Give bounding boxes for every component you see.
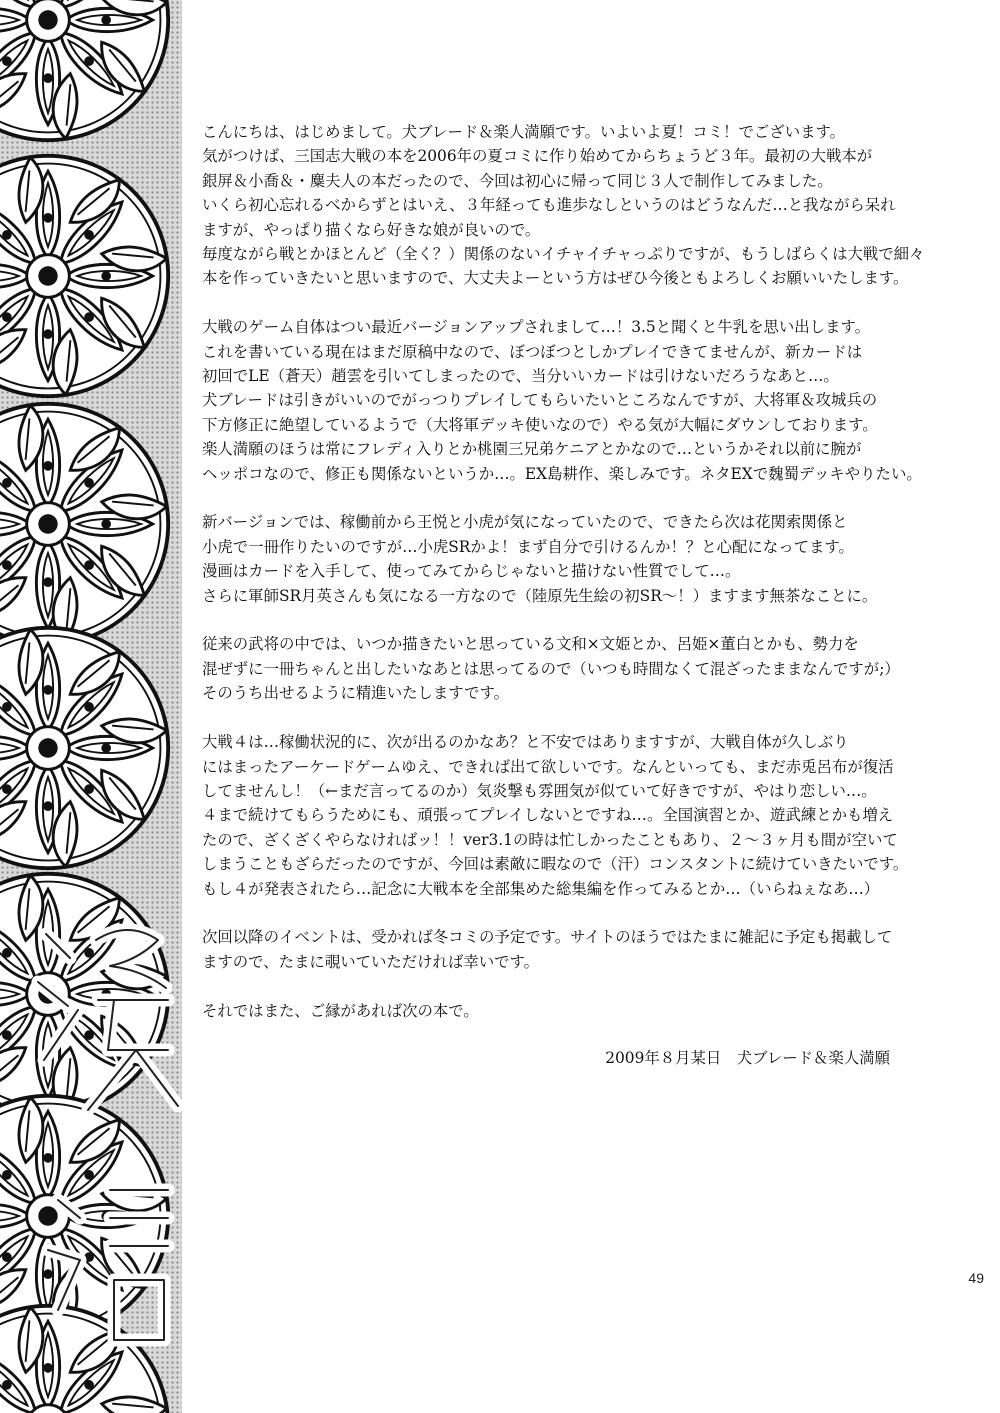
ornament-medallion <box>0 150 174 402</box>
text-line: 初回でLE（蒼天）趙雲を引いてしまったので、当分いいカードは引けないだろうなあと…。 <box>202 367 839 386</box>
ornament-medallion <box>0 398 174 650</box>
text-line: ますので、たまに覗いていただければ幸いです。 <box>202 952 540 971</box>
paragraph <box>202 999 902 1023</box>
text-line: 気がつけば、三国志大戦の本を2006年の夏コミに作り始めてからちょうど３年。最初の大戦本が <box>202 147 873 166</box>
text-line: 銀屏＆小喬＆・麋夫人の本だったので、今回は初心に帰って同じ３人で制作してみました。 <box>202 171 833 190</box>
paragraph <box>202 315 922 486</box>
ornament-medallion <box>0 622 174 874</box>
signature-line: 2009年８月某日 犬ブレード＆楽人満願 <box>605 1049 890 1067</box>
text-line: そのうち出せるように精進いたしますです。 <box>202 684 510 703</box>
decorative-side-strip <box>0 0 182 1413</box>
ornament-medallion <box>0 0 174 146</box>
text-line: 下方修正に絶望しているようで（大将軍デッキ使いなので）やる気が大幅にダウンしております。 <box>202 415 878 434</box>
paragraph <box>202 120 925 291</box>
paragraph <box>202 632 902 705</box>
text-line: いくら初心忘れるべからずとはいえ、３年経っても進歩なしというのはどうなんだ…と我ながら呆れ <box>202 196 896 215</box>
text-line: 新バージョンでは、稼働前から王悦と小虎が気になっていたので、できたら次は花関索関係と <box>202 513 848 532</box>
text-line: 本を作っていきたいと思いますので、大丈夫よーという方はぜひ今後ともよろしくお願いいたします。 <box>202 269 909 288</box>
text-line: これを書いている現在はまだ原稿中なので、ぼつぼつとしかプレイできてませんが、新カードは <box>202 342 863 361</box>
text-line: こんにちは、はじめまして。犬ブレード＆楽人満願です。いよいよ夏！コミ！でございます。 <box>202 123 846 141</box>
page-number: 49 <box>968 1270 984 1286</box>
text-line: ヘッポコなので、修正も関係ないというか…。EX島耕作、楽しみです。ネタEXで魏蜀デッキやりたい。 <box>202 464 922 483</box>
text-line: もし４が発表されたら…記念に大戦本を全部集めた総集編を作ってみるとか…（いらねぇなあ…） <box>202 879 880 898</box>
afterword-body <box>202 120 925 1047</box>
text-line: たので、ざくざくやらなければッ！！ver3.1の時は忙しかったこともあり、２～３ヶ月も間が空いて <box>202 830 898 849</box>
text-line: ４まで続けてもらうためにも、頑張ってプレイしないとですね…。全国演習とか、遊武練とかも増え <box>202 806 894 825</box>
text-line: 楽人満願のほうは常にフレディ入りとか桃園三兄弟ケニアとかなので…というかそれ以前に腕が <box>202 440 862 459</box>
paragraph <box>202 730 909 901</box>
paragraph <box>202 925 902 974</box>
text-line: 毎度ながら戦とかほとんど（全く？）関係のないイチャイチャっぷりですが、もうしばらくは大戦で細々 <box>202 245 925 264</box>
text-line: ますが、やっぱり描くなら好きな娘が良いので。 <box>202 220 541 239</box>
afterword-title-calligraphy <box>18 900 182 1413</box>
text-line: にはまったアーケードゲームゆえ、できれば出て欲しいです。なんといっても、まだ赤兎呂布が復活 <box>202 757 894 776</box>
text-line: 犬ブレードは引きがいいのでがっつりプレイしてもらいたいところなんですが、大将軍＆攻城兵の <box>202 391 878 410</box>
text-line: 次回以降のイベントは、受かれば冬コミの予定です。サイトのほうではたまに雑記に予定も掲載して <box>202 928 893 947</box>
text-line: 小虎で一冊作りたいのですが…小虎SRかよ！まず自分で引けるんか！？と心配になってます。 <box>202 537 854 556</box>
text-line: 混ぜずに一冊ちゃんと出したいなあとは思ってるので（いつも時間なくて混ざったままなんですが;） <box>202 659 900 678</box>
text-line: 漫画はカードを入手して、使ってみてからじゃないと描けない性質でして…。 <box>202 562 741 581</box>
text-line: 従来の武将の中では、いつか描きたいと思っている文和×文姫とか、呂姫×董白とかも、勢力を <box>202 635 859 654</box>
text-line: それではまた、ご縁があれば次の本で。 <box>202 1001 479 1020</box>
text-line: しまうこともざらだったのですが、今回は素敵に暇なので（汗）コンスタントに続けていきたいです。 <box>202 855 909 874</box>
paragraph <box>202 510 902 608</box>
text-line: さらに軍師SR月英さんも気になる一方なので（陸原先生絵の初SR～！）ますます無茶なことに。 <box>202 586 878 605</box>
text-line: 大戦４は…稼働状況的に、次が出るのかなあ？と不安ではありますすが、大戦自体が久しぶり <box>202 733 849 752</box>
text-line: してませんし！（←まだ言ってるのか）気炎撃も雰囲気が似ていて好きですが、やはり恋しい…。 <box>202 781 877 800</box>
text-line: 大戦のゲーム自体はつい最近バージョンアップされまして…！3.5と聞くと牛乳を思い出します。 <box>202 318 870 337</box>
